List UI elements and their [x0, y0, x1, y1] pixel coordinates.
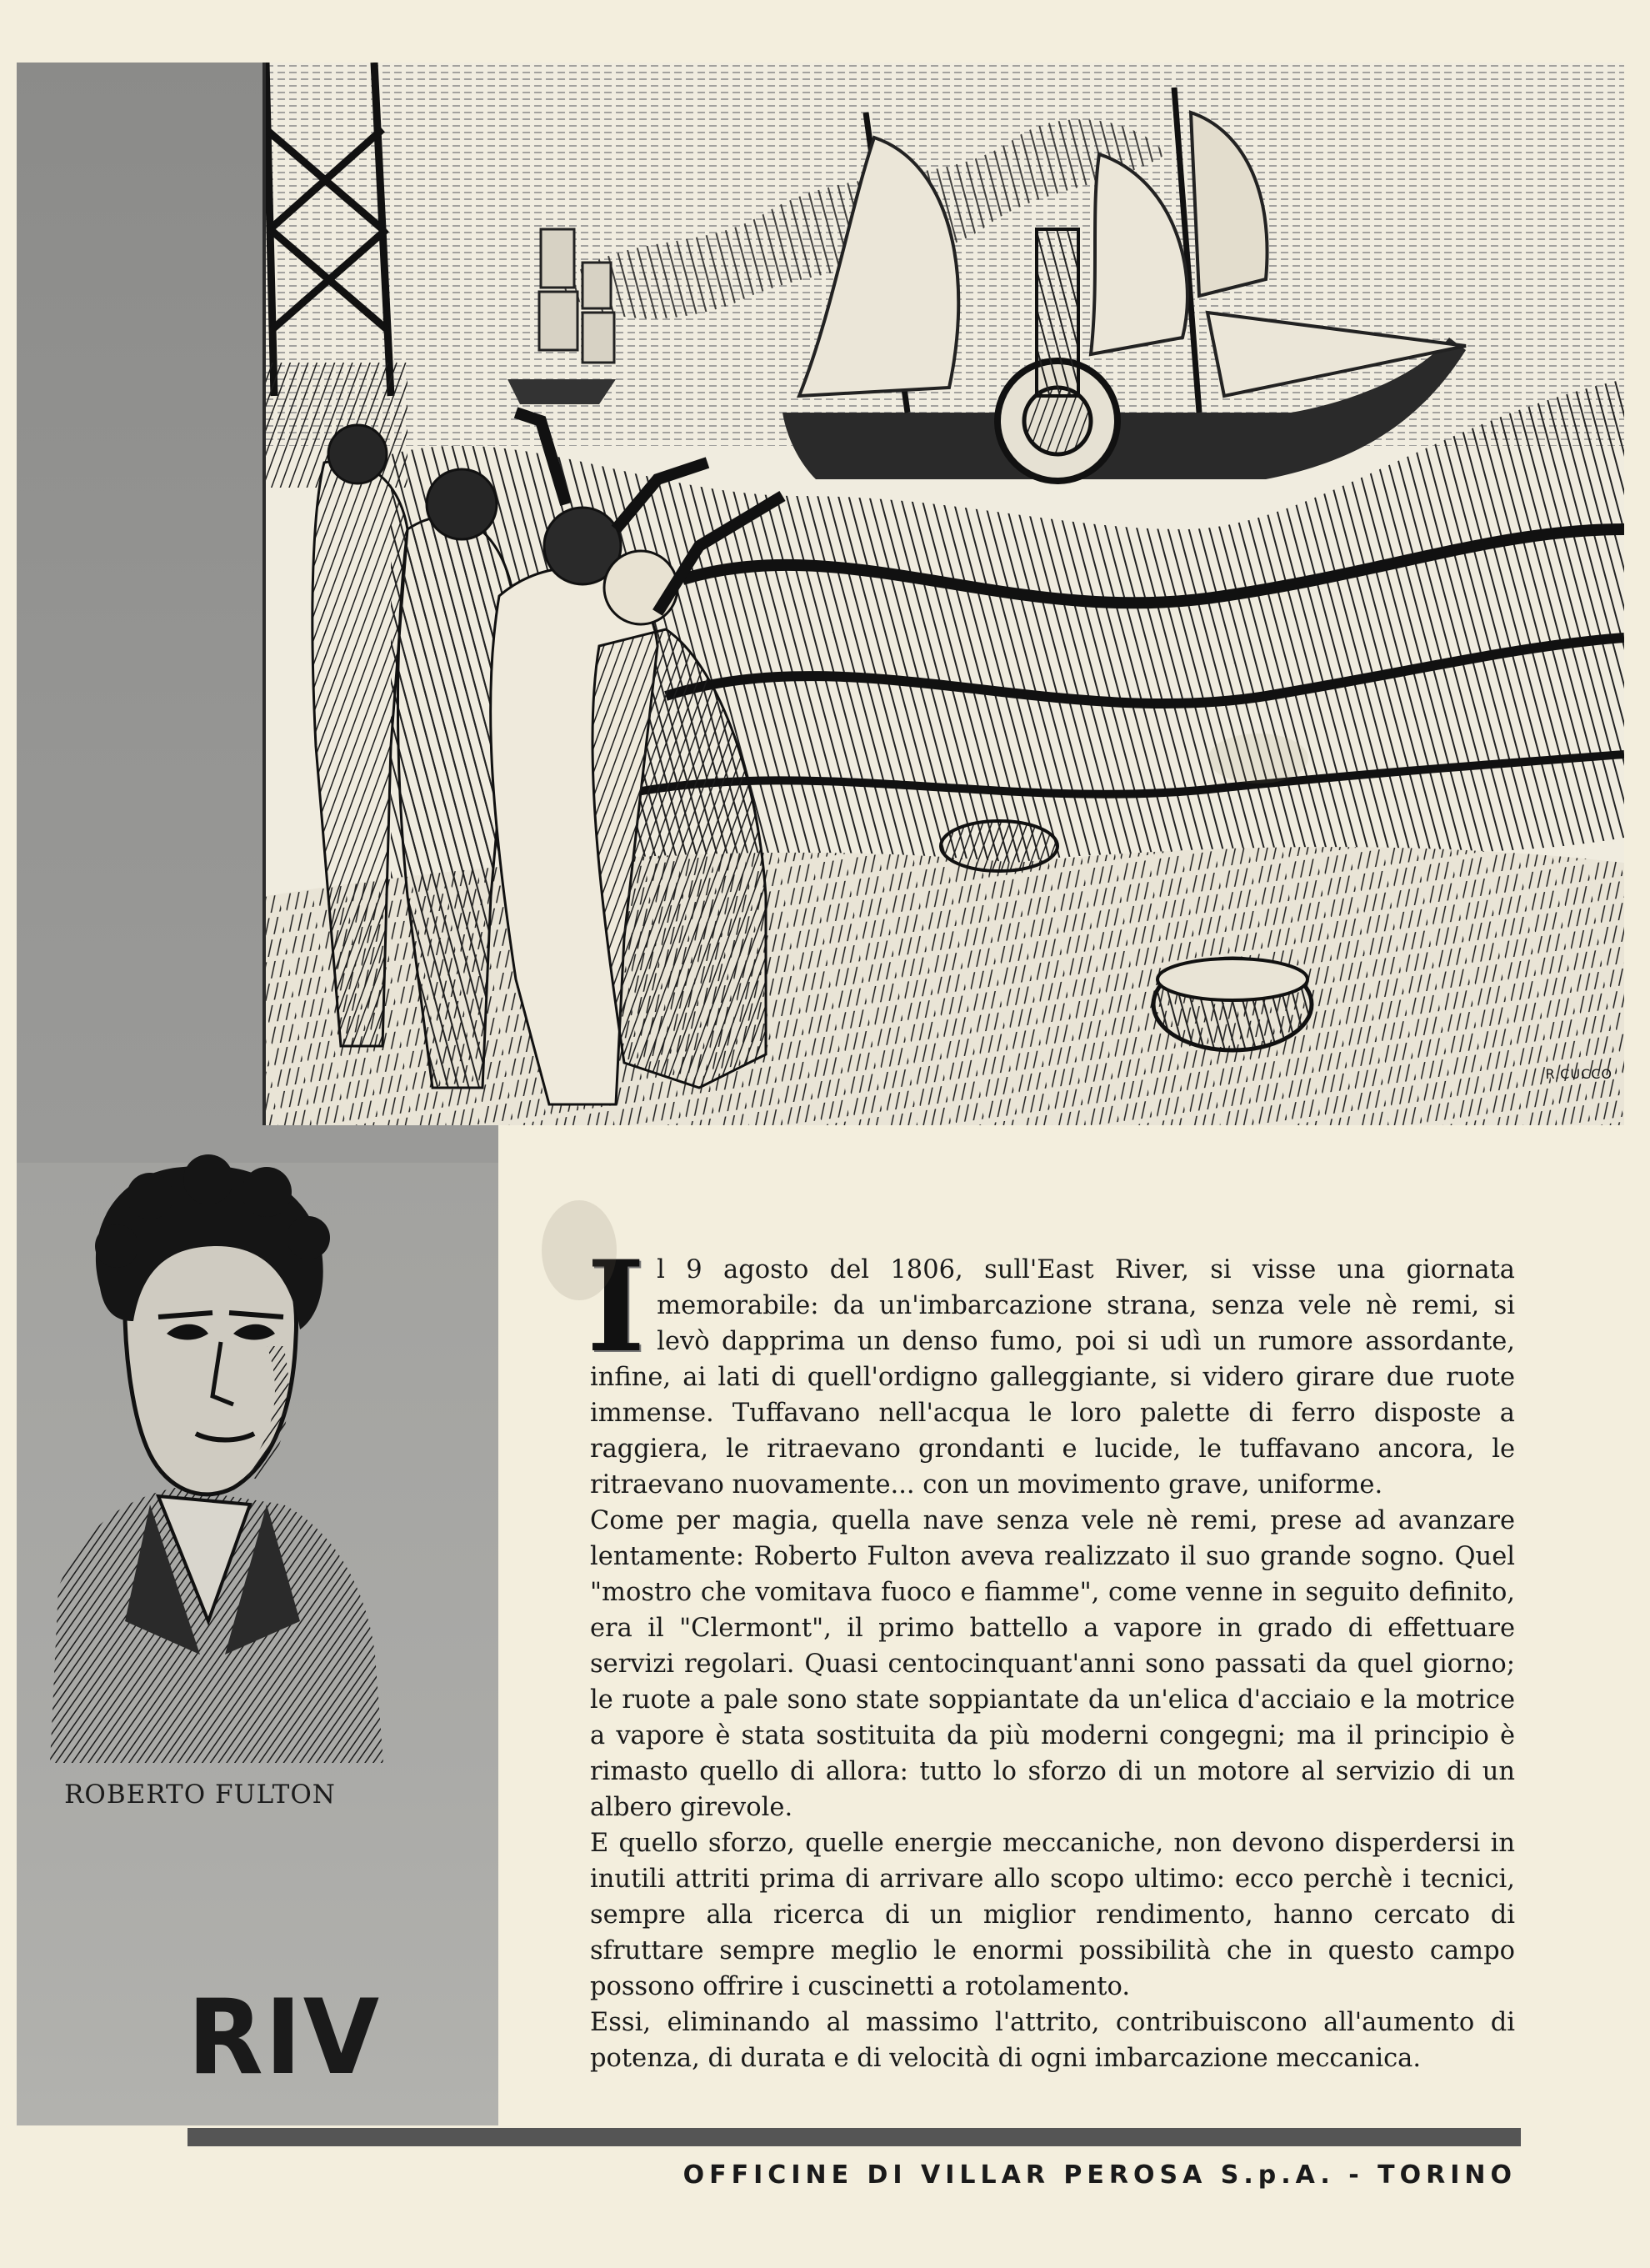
portrait-engraving [33, 1154, 383, 1763]
article-paragraph: l 9 agosto del 1806, sull'East River, si visse una giornata memorabile: da un'imbarcazione strana, senza vele nè remi, si levò dapprima un denso fumo, poi si udì un rumore assordante, infine, ai lati di quell'ordigno galleggiante, si videro girare due ruote immense. Tuffavano nell'acqua le loro palette di ferro disposte a raggiera, le ritraevano grondanti e lucide, le tuffavano ancora, le ritraevano nuovamente... con un movimento grave, uniforme. [590, 1255, 1515, 1499]
article-body [587, 1234, 1515, 2076]
drop-cap: I [587, 1234, 646, 1380]
paper-stain [1208, 733, 1308, 784]
footer-rule [188, 2128, 1521, 2146]
riv-logo: RIV [188, 1976, 382, 2098]
footer-company: OFFICINE DI VILLAR PEROSA S.p.A. - TORINO [682, 2160, 1517, 2190]
article-paragraph: E quello sforzo, quelle energie meccaniche, non devono disperdersi in inutili attriti prima di arrivare allo scopo ultimo: ecco perchè i tecnici, sempre alla ricerca di un miglior rendimento, hanno cercato di sfruttare sempre meglio le enormi possibilità che in questo campo possono offrire i cuscinetti a rotolamento. [590, 1829, 1515, 2001]
engraving-art [266, 63, 1624, 1125]
article-paragraph: Come per magia, quella nave senza vele nè remi, prese ad avanzare lentamente: Roberto Fulton aveva realizzato il suo grande sogno. Quel "mostro che vomitava fuoco e fiamme", come venne in seguito definito, era il "Clermont", il primo battello a vapore in grado di effettuare servizi regolari. Quasi centocinquant'anni sono passati da quel giorno; le ruote a pale sono state soppiantate da un'elica d'acciaio e la motrice a vapore è stata sostituita da più moderni congegni; ma il principio è rimasto quello di allora: tutto lo sforzo di un motore al servizio di un albero girevole. [590, 1506, 1515, 1822]
article-paragraph: Essi, eliminando al massimo l'attrito, contribuiscono all'aumento di potenza, di durata e di velocità di ogni imbarcazione meccanica. [590, 2008, 1515, 2073]
steamboat-illustration [262, 63, 1624, 1125]
fulton-portrait [33, 1154, 383, 1763]
paper-stain [542, 1200, 617, 1300]
artist-signature: R.CUCCO [1545, 1066, 1612, 1082]
portrait-caption: ROBERTO FULTON [64, 1780, 336, 1810]
